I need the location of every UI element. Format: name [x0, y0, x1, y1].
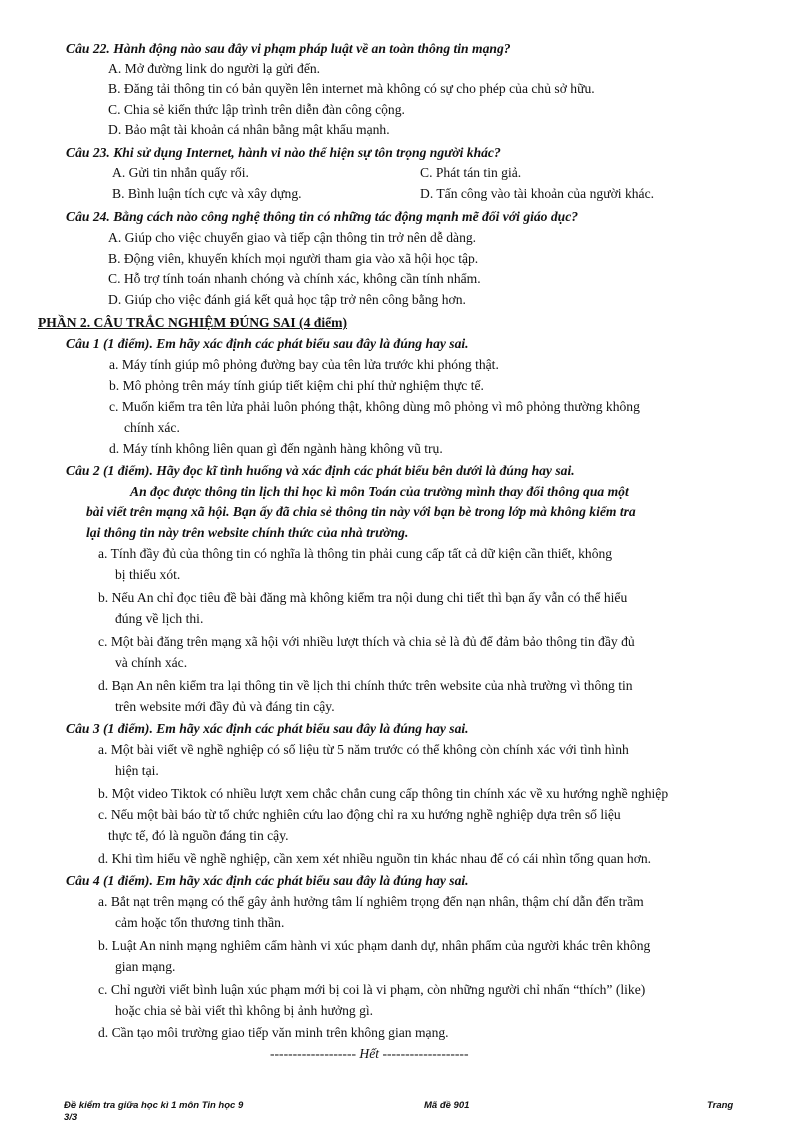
tf3-statement-a: a. Một bài viết về nghề nghiệp có số liệu từ 5 năm trước có thể không còn chính xác với tình hình [98, 742, 629, 757]
tf4-statement-d: d. Cần tạo môi trường giao tiếp văn minh trên không gian mạng. [98, 1025, 449, 1040]
end-word: Hết [359, 1046, 380, 1061]
tf3-statement-c: c. Nếu một bài báo từ tổ chức nghiên cứu lao động chỉ ra xu hướng nghề nghiệp dựa trên số liệu [98, 807, 621, 822]
footer-page-number: 3/3 [64, 1112, 78, 1123]
question-24-option-a: A. Giúp cho việc chuyển giao và tiếp cận thông tin trở nên dễ dàng. [108, 230, 477, 245]
tf3-statement-b: b. Một video Tiktok có nhiều lượt xem chắc chắn cung cấp thông tin chính xác về xu hướng nghề nghiệp [98, 786, 669, 801]
tf-question-2-title: Câu 2 (1 điểm). Hãy đọc kĩ tình huống và xác định các phát biểu bên dưới là đúng hay sai. [66, 463, 575, 478]
tf4-statement-b: b. Luật An ninh mạng nghiêm cấm hành vi xúc phạm danh dự, nhân phẩm của người khác trên không [98, 938, 651, 953]
question-23-title: Câu 23. Khi sử dụng Internet, hành vi nào thể hiện sự tôn trọng người khác? [66, 145, 501, 160]
question-24-option-d: D. Giúp cho việc đánh giá kết quả học tập trở nên công bằng hơn. [108, 292, 466, 307]
question-22-option-b: B. Đăng tải thông tin có bản quyền lên internet mà không có sự cho phép của chủ sở hữu. [108, 81, 595, 96]
footer-exam-code: Mã đề 901 [424, 1100, 470, 1111]
footer-title: Đề kiểm tra giữa học kì 1 môn Tin học 9 [64, 1100, 244, 1111]
tf2-statement-c-cont: và chính xác. [115, 655, 188, 670]
tf3-statement-a-cont: hiện tại. [115, 763, 159, 778]
end-dashes-right: ------------------- [382, 1046, 469, 1061]
tf2-scenario-line-1: An đọc được thông tin lịch thi học kì môn Toán của trường mình thay đổi thông qua một [130, 484, 629, 499]
tf3-statement-d: d. Khi tìm hiểu về nghề nghiệp, cần xem xét nhiều nguồn tin khác nhau để có cái nhìn tổng quan hơn. [98, 851, 652, 866]
tf4-statement-b-cont: gian mạng. [115, 959, 176, 974]
question-22-option-c: C. Chia sẻ kiến thức lập trình trên diễn đàn công cộng. [108, 102, 405, 117]
tf2-statement-d-cont: trên website mới đầy đủ và đáng tin cậy. [115, 699, 335, 714]
tf-question-1-title: Câu 1 (1 điểm). Em hãy xác định các phát biểu sau đây là đúng hay sai. [66, 336, 469, 351]
question-24-option-b: B. Động viên, khuyến khích mọi người tham gia vào xã hội học tập. [108, 251, 479, 266]
tf2-statement-b: b. Nếu An chỉ đọc tiêu đề bài đăng mà không kiểm tra nội dung chi tiết thì bạn ấy vẫn có thể hiểu [98, 590, 628, 605]
tf4-statement-c-cont: hoặc chia sẻ bài viết thì không bị ảnh hưởng gì. [115, 1003, 374, 1018]
tf2-statement-a-cont: bị thiếu xót. [115, 567, 181, 582]
tf2-scenario-line-2: bài viết trên mạng xã hội. Bạn ấy đã chia sẻ thông tin này với bạn bè trong lớp mà không kiểm tra [86, 504, 636, 519]
tf2-statement-a: a. Tính đầy đủ của thông tin có nghĩa là thông tin phải cung cấp tất cả dữ kiện cần thiết, không [98, 546, 613, 561]
end-dashes-left: ------------------- [270, 1046, 357, 1061]
tf2-statement-d: d. Bạn An nên kiểm tra lại thông tin về lịch thi chính thức trên website của nhà trường vì thông tin [98, 678, 633, 693]
tf1-statement-a: a. Máy tính giúp mô phỏng đường bay của tên lửa trước khi phóng thật. [109, 357, 499, 372]
question-23-option-d: D. Tấn công vào tài khoản của người khác. [420, 186, 655, 201]
question-24-title: Câu 24. Bằng cách nào công nghệ thông tin có những tác động mạnh mẽ đối với giáo dục? [66, 209, 579, 224]
tf2-statement-b-cont: đúng về lịch thi. [115, 611, 204, 626]
tf1-statement-c-cont: chính xác. [124, 420, 180, 435]
tf2-statement-c: c. Một bài đăng trên mạng xã hội với nhiều lượt thích và chia sẻ là đủ để đảm bảo thông tin đầy đủ [98, 634, 635, 649]
tf4-statement-c: c. Chỉ người viết bình luận xúc phạm mới bị coi là vi phạm, còn những người chỉ nhấn “thích” (like) [98, 982, 646, 997]
question-23-option-a: A. Gửi tin nhắn quấy rối. [112, 165, 249, 180]
tf-question-3-title: Câu 3 (1 điểm). Em hãy xác định các phát biểu sau đây là đúng hay sai. [66, 721, 469, 736]
tf3-statement-c-cont: thực tế, đó là nguồn đáng tin cậy. [108, 828, 289, 843]
tf4-statement-a: a. Bắt nạt trên mạng có thể gây ảnh hưởng tâm lí nghiêm trọng đến nạn nhân, thậm chí dẫn đến trầm [98, 894, 644, 909]
tf1-statement-b: b. Mô phỏng trên máy tính giúp tiết kiệm chi phí thử nghiệm thực tế. [109, 378, 484, 393]
question-22-option-a: A. Mở đường link do người lạ gửi đến. [108, 61, 321, 76]
tf1-statement-c: c. Muốn kiểm tra tên lửa phải luôn phóng thật, không dùng mô phỏng vì mô phỏng thường không [109, 399, 640, 414]
question-23-option-b: B. Bình luận tích cực và xây dựng. [112, 186, 302, 201]
question-23-option-c: C. Phát tán tin giả. [420, 165, 522, 180]
tf2-scenario-line-3: lại thông tin này trên website chính thức của nhà trường. [86, 525, 409, 540]
part-2-heading: PHẦN 2. CÂU TRẮC NGHIỆM ĐÚNG SAI (4 điểm) [38, 315, 348, 330]
question-22-option-d: D. Bảo mật tài khoản cá nhân bằng mật khẩu mạnh. [108, 122, 390, 137]
footer-page-label: Trang [707, 1100, 734, 1111]
question-24-option-c: C. Hỗ trợ tính toán nhanh chóng và chính xác, không cần tính nhẩm. [108, 271, 481, 286]
tf-question-4-title: Câu 4 (1 điểm). Em hãy xác định các phát biểu sau đây là đúng hay sai. [66, 873, 469, 888]
question-22-title: Câu 22. Hành động nào sau đây vi phạm pháp luật về an toàn thông tin mạng? [66, 41, 511, 56]
end-marker [270, 1045, 468, 1063]
tf4-statement-a-cont: cảm hoặc tổn thương tinh thần. [115, 915, 285, 930]
tf1-statement-d: d. Máy tính không liên quan gì đến ngành hàng không vũ trụ. [109, 441, 443, 456]
